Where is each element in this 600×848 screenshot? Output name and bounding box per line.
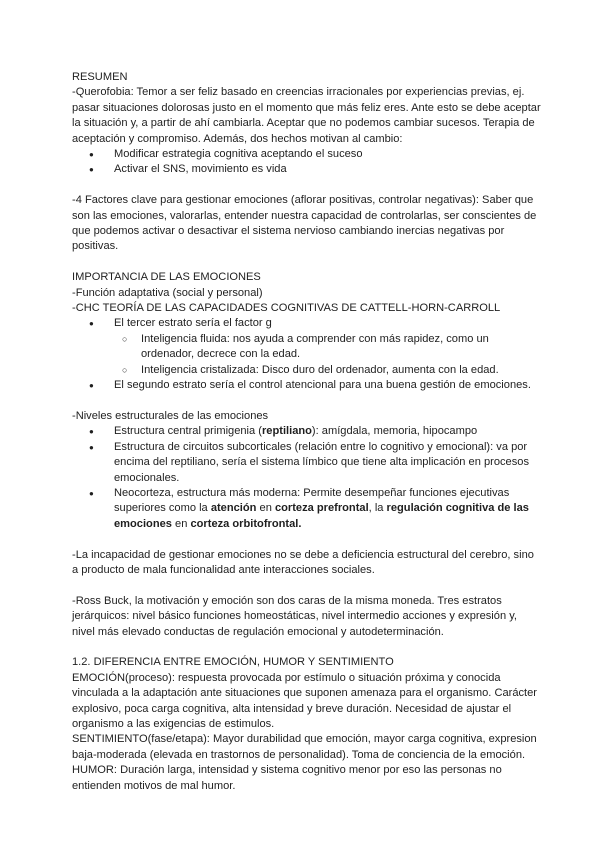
sublist-item: ○ Inteligencia cristalizada: Disco duro del ordenador, aumenta con la edad. — [114, 363, 542, 378]
heading-importancia: IMPORTANCIA DE LAS EMOCIONES — [72, 271, 261, 284]
paragraph-factores: -4 Factores clave para gestionar emociones (aflorar positivas, controlar negativas): Saber que son las emociones, valorarlas, entender nuestra capacidad de controlarlas, ser conscientes de que podemos activar o desactivar el sistema nervioso cambiando inercias negativas por positivas. — [72, 194, 537, 253]
bold-text: corteza orbitofrontal. — [190, 517, 302, 530]
heading-resumen: RESUMEN — [72, 71, 128, 83]
paragraph-sentimiento: SENTIMIENTO(fase/etapa): Mayor durabilidad que emoción, mayor carga cognitiva, expresion baja-moderada (elevada en trastornos de personalidad). Toma de conciencia de la emoción. — [72, 733, 537, 761]
bold-text: atención — [210, 502, 257, 515]
bold-text: regulación cognitiva de las emociones — [114, 502, 529, 530]
bold-text: corteza prefrontal — [274, 502, 369, 515]
list-item — [72, 316, 542, 378]
list-item: ● Estructura de circuitos subcorticales (relación entre lo cognitivo y emocional): va por encima del reptiliano, sería el sistema límbico que tiene alta implicación en procesos emocionales. — [72, 440, 542, 486]
paragraph-ross-buck: -Ross Buck, la motivación y emoción son dos caras de la misma moneda. Tres estratos jerárquicos: nivel básico funciones homeostáticas, nivel intermedio acciones y expresión y, nivel más elevado conductas de regulación emocional y autodeterminación. — [72, 594, 518, 638]
sublist-item: ○ Inteligencia fluida: nos ayuda a comprender con más rapidez, como un ordenador, decrece con la edad. — [114, 332, 542, 363]
list-item: ● Neocorteza, estructura más moderna: Permite desempeñar funciones ejecutivas superiores como la atención en corteza prefrontal, la regulación cognitiva de las emociones en corteza orbitofrontal. — [72, 486, 542, 532]
paragraph-querofobia: -Querofobia: Temor a ser feliz basado en creencias irracionales por experiencias previas, ej. pasar situaciones dolorosas justo en el momento que más feliz eres. Ante esto se debe aceptar la situación y, a partir de ahí cambiarla. Aceptar que no podemos cambiar sucesos. Terapia de aceptación y compromiso. Además, dos hechos motivan al cambio: — [72, 86, 541, 145]
list-cambio — [72, 147, 542, 178]
list-estratos — [72, 316, 542, 393]
paragraph-humor: HUMOR: Duración larga, intensidad y sistema cognitivo menor por eso las personas no entienden motivos de mal humor. — [72, 764, 502, 792]
paragraph-chc: -CHC TEORÍA DE LAS CAPACIDADES COGNITIVAS DE CATTELL-HORN-CARROLL — [72, 302, 501, 315]
list-item: ● Activar el SNS, movimiento es vida — [72, 162, 542, 177]
bold-text: reptiliano — [261, 425, 312, 438]
list-item: ● El segundo estrato sería el control atencional para una buena gestión de emociones. — [72, 378, 542, 393]
heading-diferencia: 1.2. DIFERENCIA ENTRE EMOCIÓN, HUMOR Y SENTIMIENTO — [72, 656, 394, 669]
sublist-inteligencia — [114, 332, 542, 378]
list-item-text: El tercer estrato sería el factor g — [114, 317, 272, 330]
list-niveles — [72, 424, 542, 532]
paragraph-emocion: EMOCIÓN(proceso): respuesta provocada por estímulo o situación próxima y conocida vinculada a la adaptación ante situaciones que suponen amenaza para el organismo. Carácter explosivo, poca carga cognitiva, alta intensidad y breve duración. Necesidad de ajustar el organismo a las exigencias de estimulos. — [72, 671, 538, 730]
paragraph-incapacidad: -La incapacidad de gestionar emociones no se debe a deficiencia estructural del cerebro, sino a producto de mala funcionalidad ante interacciones sociales. — [72, 548, 534, 576]
list-item: ● Modificar estrategia cognitiva aceptando el suceso — [72, 147, 542, 162]
heading-niveles: -Niveles estructurales de las emociones — [72, 409, 269, 422]
paragraph-funcion: -Función adaptativa (social y personal) — [72, 286, 263, 299]
list-item: ● Estructura central primigenia (reptiliano): amígdala, memoria, hipocampo — [72, 424, 542, 439]
